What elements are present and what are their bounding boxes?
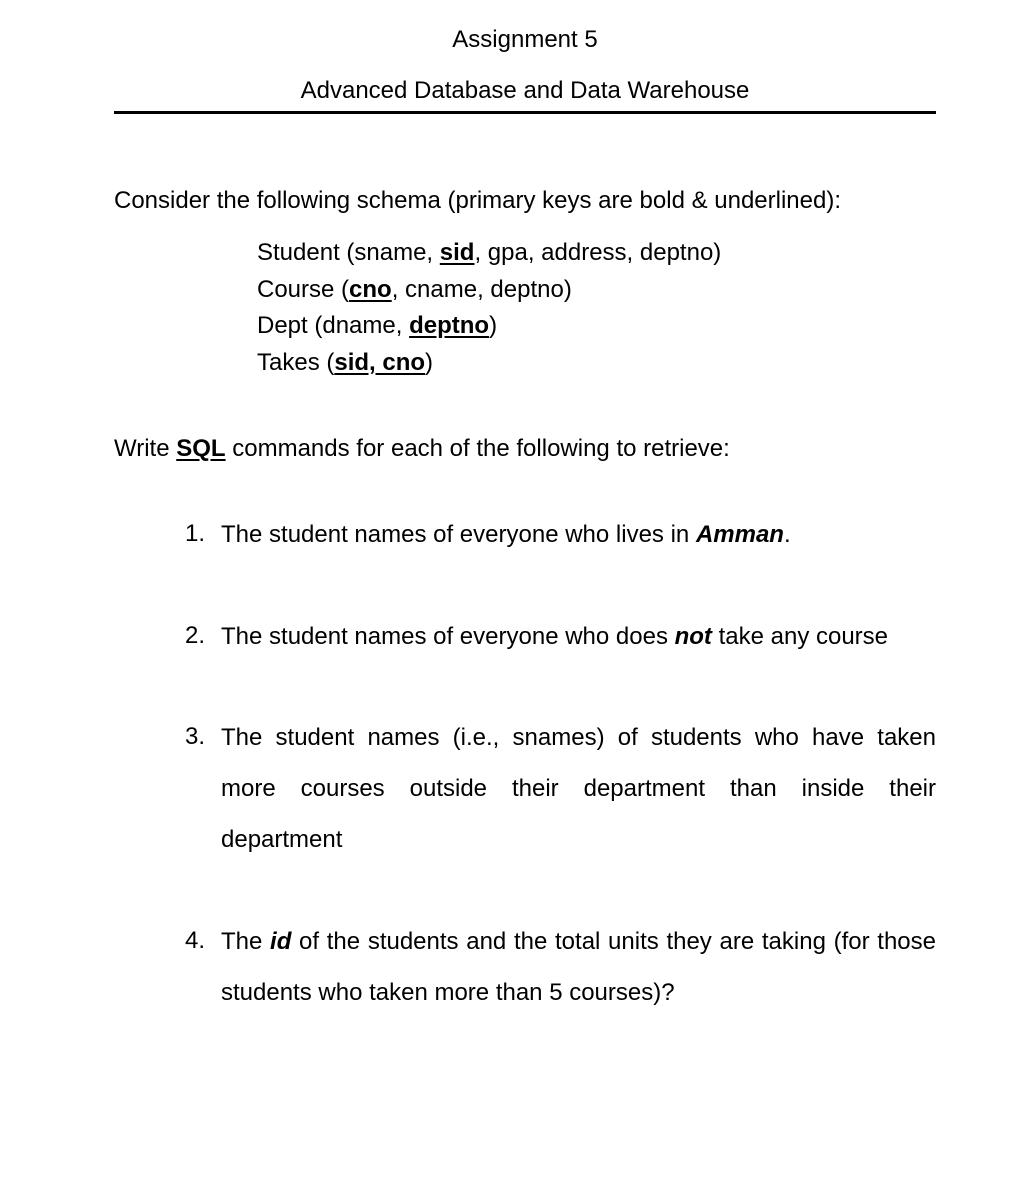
question-text: The student names of everyone who does	[221, 623, 675, 650]
question-emphasis: id	[270, 928, 292, 955]
schema-text: Dept (dname,	[257, 312, 410, 339]
question-1	[221, 509, 936, 560]
schema-takes	[257, 348, 433, 378]
schema-text: Course (	[257, 276, 350, 303]
schema-text: )	[489, 312, 498, 339]
schema-text: Student (sname,	[257, 239, 440, 266]
question-text: The student names of everyone who lives in	[221, 521, 696, 548]
question-number: 1.	[185, 520, 206, 547]
primary-key: cno	[349, 276, 392, 303]
schema-text: Takes (	[257, 349, 335, 376]
question-4	[221, 916, 936, 1018]
question-text: The	[221, 928, 271, 955]
header-divider	[114, 111, 936, 114]
question-text: take any course	[711, 623, 889, 650]
schema-intro: Consider the following schema (primary keys are bold & underlined):	[114, 187, 842, 214]
question-text: .	[783, 521, 791, 548]
question-text: of the students and the total units they are taking (for those students who taken more than 5 courses)?	[221, 928, 936, 1006]
course-title: Advanced Database and Data Warehouse	[300, 77, 750, 104]
question-number: 3.	[185, 723, 206, 750]
question-emphasis: not	[674, 623, 712, 650]
sql-keyword: SQL	[176, 435, 226, 462]
question-text: The student names (i.e., snames) of students who have taken more courses outside their department than inside their department	[221, 724, 936, 853]
schema-text: , gpa, address, deptno)	[474, 239, 722, 266]
schema-text: )	[425, 349, 434, 376]
question-number: 2.	[185, 622, 206, 649]
primary-key: deptno	[409, 312, 490, 339]
primary-key: sid, cno	[334, 349, 426, 376]
question-number: 4.	[185, 927, 206, 954]
primary-key: sid	[439, 239, 475, 266]
instruction	[114, 434, 730, 464]
question-emphasis: Amman	[695, 521, 784, 548]
schema-course	[257, 275, 572, 305]
assignment-title: Assignment 5	[452, 26, 598, 53]
instruction-text: Write	[114, 435, 177, 462]
schema-text: , cname, deptno)	[391, 276, 572, 303]
schema-student	[257, 238, 721, 268]
instruction-text: commands for each of the following to retrieve:	[225, 435, 730, 462]
schema-dept	[257, 311, 497, 341]
question-3	[221, 712, 936, 865]
question-2	[221, 611, 936, 662]
